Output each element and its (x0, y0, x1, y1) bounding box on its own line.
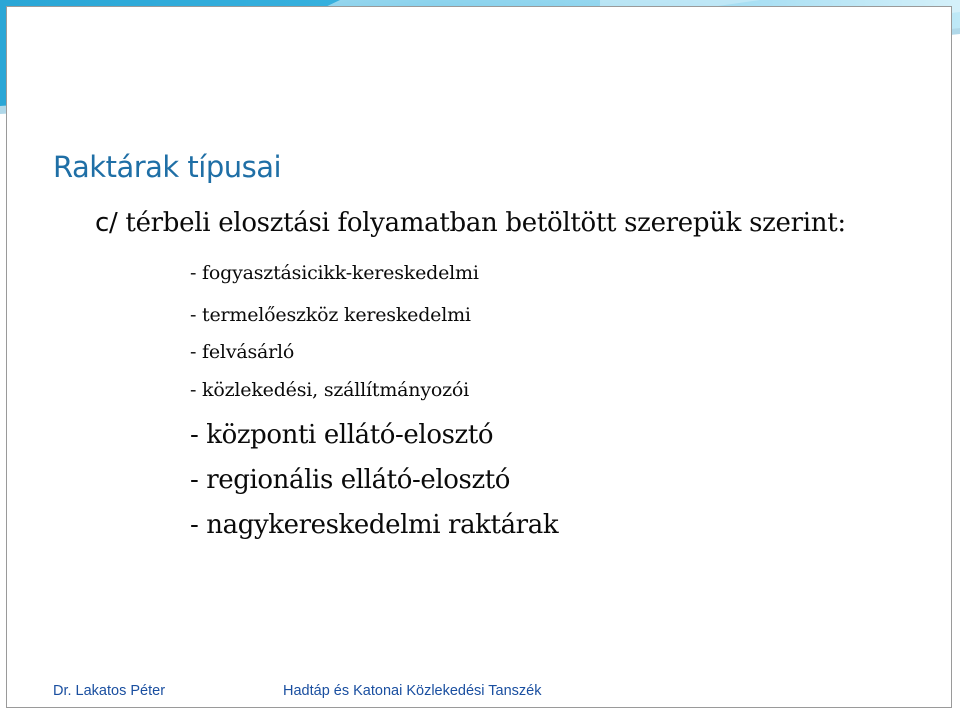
list-item: - termelőeszköz kereskedelmi (190, 304, 471, 326)
slide-footer (0, 680, 960, 702)
footer-department: Hadtáp és Katonai Közlekedési Tanszék (283, 683, 542, 699)
subtitle-prefix: c/ (95, 208, 118, 238)
list-item: - közlekedési, szállítmányozói (190, 379, 470, 401)
list-item: - regionális ellátó-elosztó (190, 465, 511, 495)
list-item: - nagykereskedelmi raktárak (190, 510, 559, 540)
list-item: - fogyasztásicikk-kereskedelmi (190, 262, 479, 284)
footer-author: Dr. Lakatos Péter (53, 683, 166, 699)
list-item: - központi ellátó-elosztó (190, 420, 494, 450)
subtitle-text: térbeli elosztási folyamatban betöltött szerepük szerint: (117, 208, 846, 238)
slide-title: Raktárak típusai (53, 150, 282, 184)
slide-subtitle (95, 208, 846, 238)
slide-frame (6, 6, 952, 708)
list-item: - felvásárló (190, 341, 295, 363)
